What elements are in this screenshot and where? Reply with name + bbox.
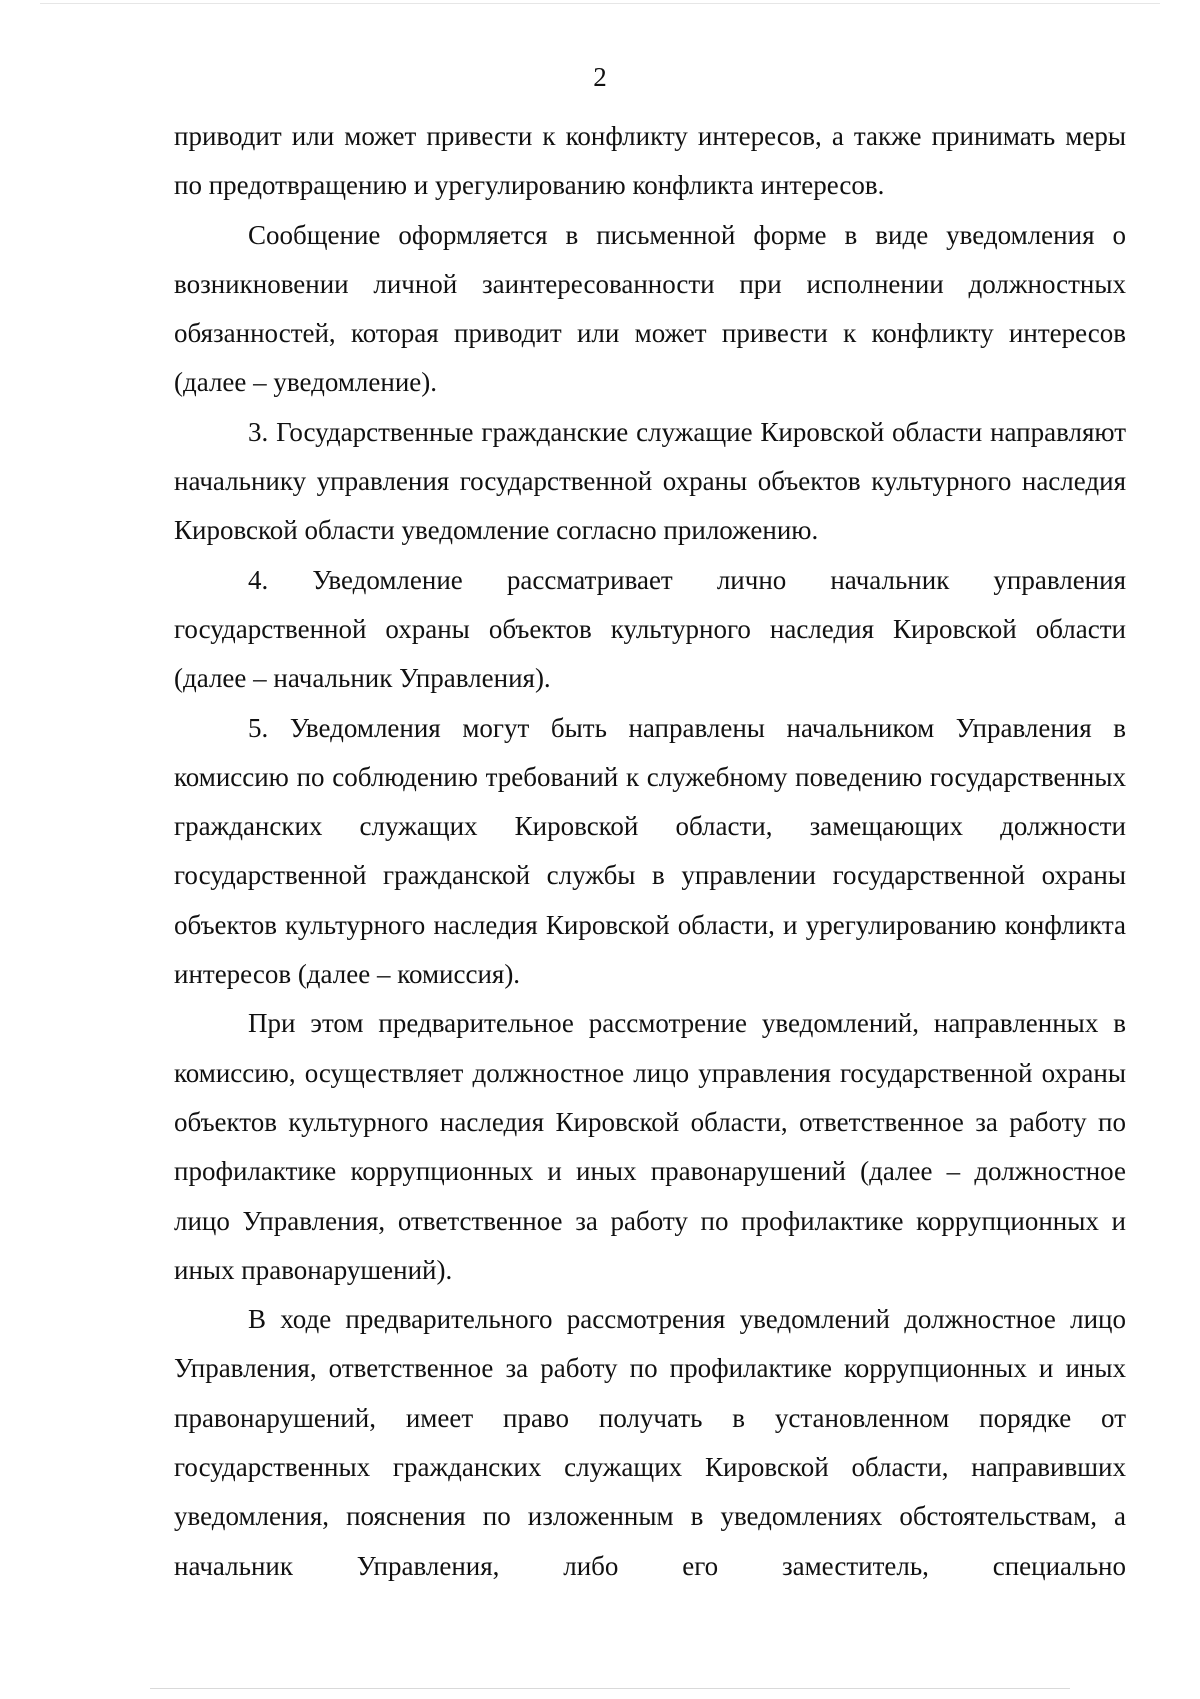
paragraph-item-5: 5. Уведомления могут быть направлены начальником Управления в комиссию по соблюдению требований к служебному поведению государственных гражданских служащих Кировской области, замещающих должности государственной гражданской службы в управлении государственной охраны объектов культурного наследия Кировской области, и урегулированию конфликта интересов (далее – комиссия).	[174, 712, 1126, 990]
paragraph-continuation: приводит или может привести к конфликту интересов, а также принимать меры по предотвращению и урегулированию конфликта интересов.	[174, 121, 1126, 201]
paragraph-preliminary-review: При этом предварительное рассмотрение уведомлений, направленных в комиссию, осуществляет должностное лицо управления государственной охраны объектов культурного наследия Кировской области, ответственное за работу по профилактике коррупционных и иных правонарушений (далее – должностное лицо Управления, ответственное за работу по профилактике коррупционных и иных правонарушений).	[174, 1008, 1126, 1285]
paragraph-item-3: 3. Государственные гражданские служащие Кировской области направляют начальнику управления государственной охраны объектов культурного наследия Кировской области уведомление согласно приложению.	[174, 416, 1126, 546]
paragraph-notification-form: Сообщение оформляется в письменной форме в виде уведомления о возникновении личной заинтересованности при исполнении должностных обязанностей, которая приводит или может привести к конфликту интересов (далее – уведомление).	[174, 219, 1126, 398]
document-body	[174, 112, 1126, 1591]
scan-edge-bottom	[150, 1688, 1070, 1689]
paragraph-review-rights: В ходе предварительного рассмотрения уведомлений должностное лицо Управления, ответственное за работу по профилактике коррупционных и иных правонарушений, имеет право получать в установленном порядке от государственных гражданских служащих Кировской области, направивших уведомления, пояснения по изложенным в уведомлениях обстоятельствам, а начальник Управления, либо его заместитель, специально	[174, 1304, 1126, 1581]
paragraph-item-4: 4. Уведомление рассматривает лично начальник управления государственной охраны объектов культурного наследия Кировской области (далее – начальник Управления).	[174, 564, 1126, 694]
page-number: 2	[593, 62, 607, 92]
scan-edge-top	[40, 3, 1160, 4]
